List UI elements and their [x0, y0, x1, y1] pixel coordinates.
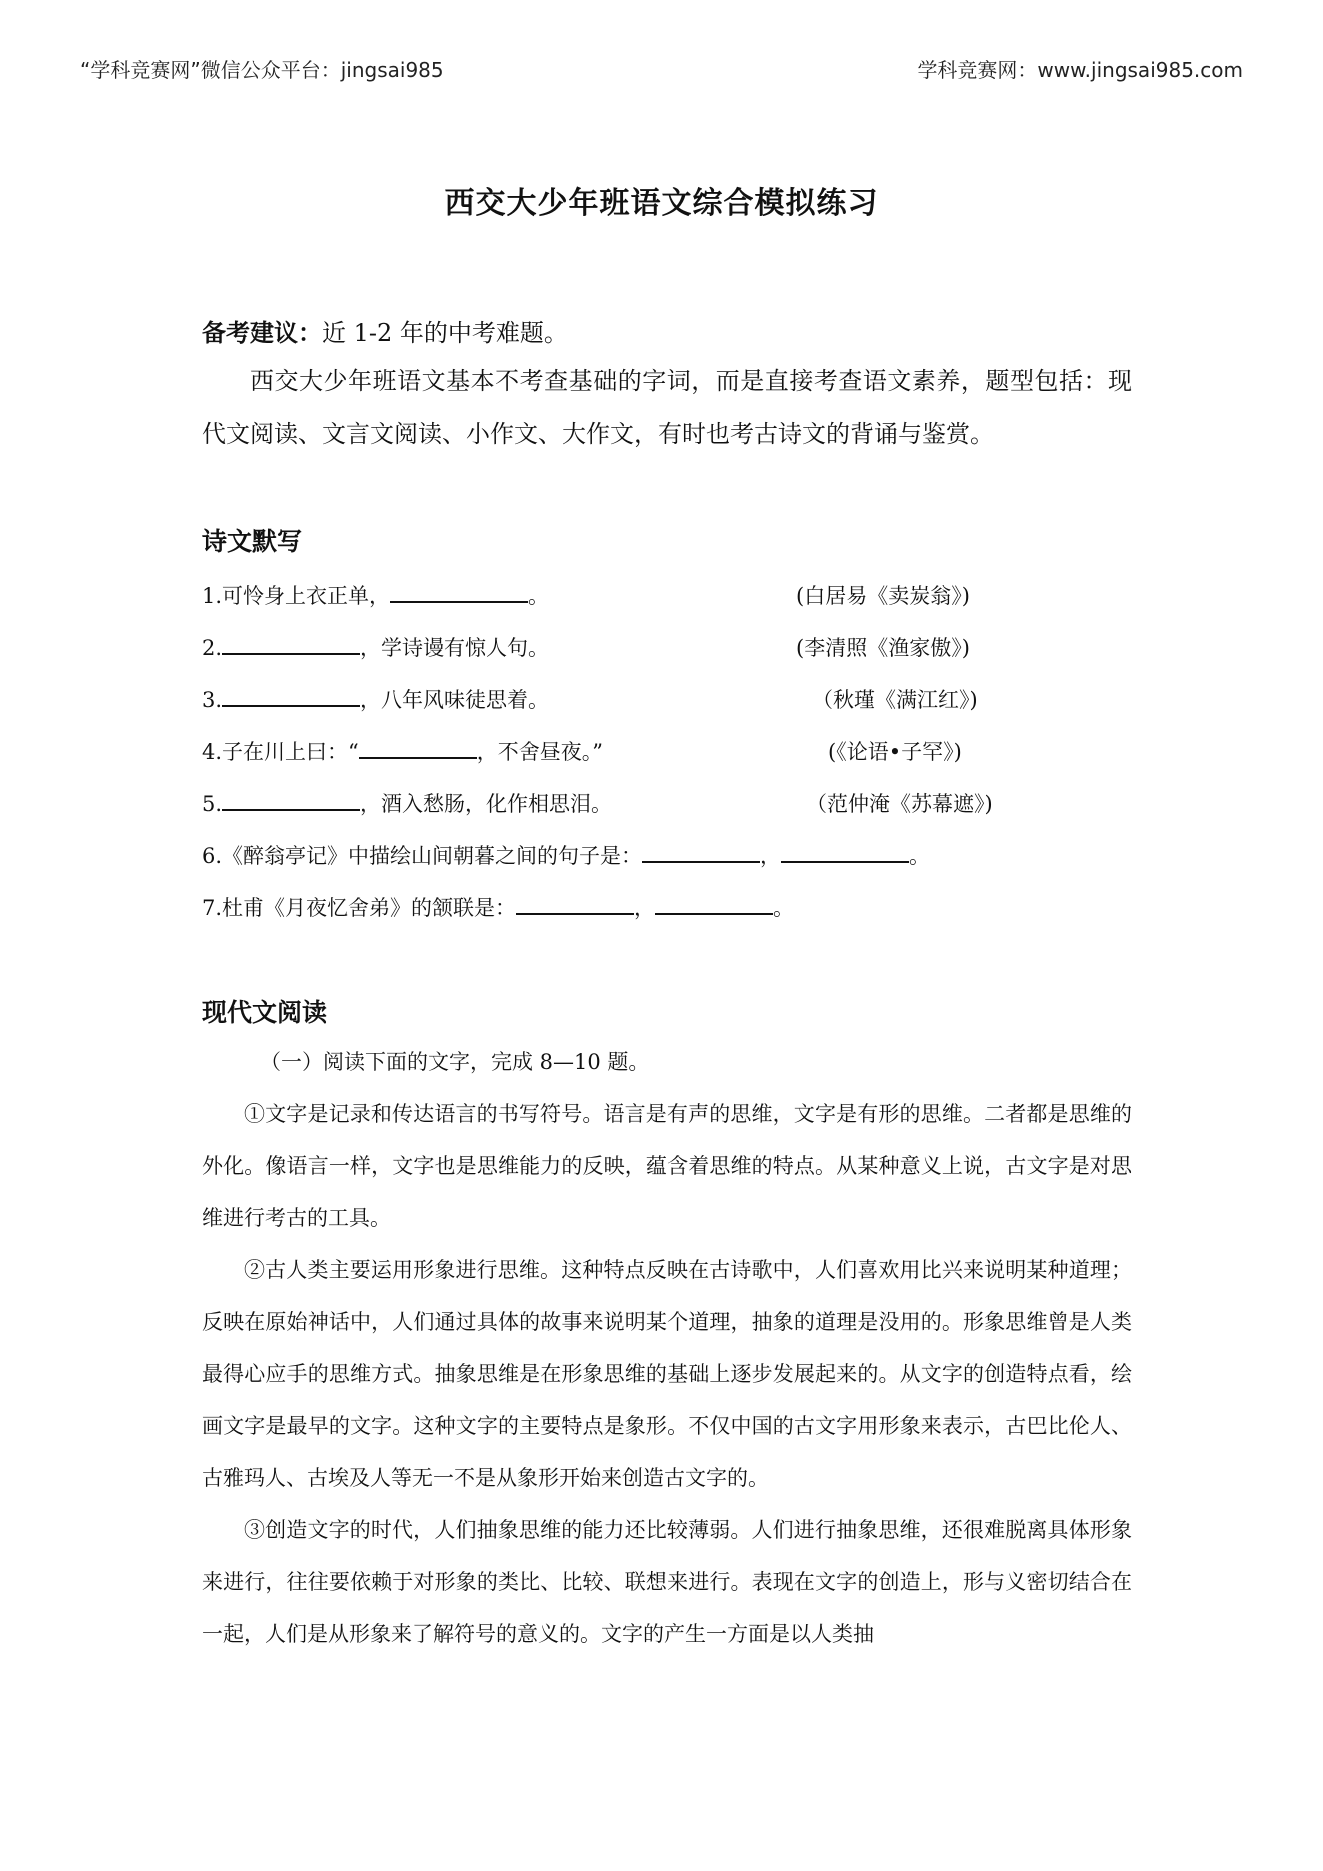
question-5	[202, 788, 612, 818]
advice-paragraph-block	[202, 355, 1132, 461]
question-1-source: (白居易《卖炭翁》)	[796, 584, 970, 608]
question-1-text: 1.可怜身上衣正单，	[202, 584, 391, 608]
question-4-end: ，不舍昼夜。”	[476, 740, 604, 764]
question-7-comma: ，	[634, 896, 656, 920]
question-2-text: ，学诗谩有惊人句。	[360, 636, 550, 660]
header-left: “学科竞赛网”微信公众平台：jingsai985	[80, 58, 444, 82]
question-5-source: （范仲淹《苏幕遮》)	[806, 792, 993, 816]
question-2-number: 2.	[202, 636, 223, 660]
reading-paragraph-1: ①文字是记录和传达语言的书写符号。语言是有声的思维，文字是有形的思维。二者都是思维的外化。像语言一样，文字也是思维能力的反映，蕴含着思维的特点。从某种意义上说，古文字是对思维进行考古的工具。	[202, 1102, 1132, 1230]
reading-paragraph-2: ②古人类主要运用形象进行思维。这种特点反映在古诗歌中，人们喜欢用比兴来说明某种道理；反映在原始神话中，人们通过具体的故事来说明某个道理，抽象的道理是没用的。形象思维曾是人类最得心应手的思维方式。抽象思维是在形象思维的基础上逐步发展起来的。从文字的创造特点看，绘画文字是最早的文字。这种文字的主要特点是象形。不仅中国的古文字用形象来表示，古巴比伦人、古雅玛人、古埃及人等无一不是从象形开始来创造古文字的。	[202, 1258, 1132, 1490]
answer-blank[interactable]	[390, 581, 528, 603]
question-6	[202, 840, 930, 870]
answer-blank[interactable]	[655, 893, 773, 915]
header-right: 学科竞赛网：www.jingsai985.com	[917, 58, 1243, 82]
question-5-text: ，酒入愁肠，化作相思泪。	[360, 792, 613, 816]
question-4-source: (《论语•子罕》)	[828, 740, 962, 764]
question-7-text: 7.杜甫《月夜忆舍弟》的颔联是：	[202, 896, 517, 920]
answer-blank[interactable]	[516, 893, 634, 915]
answer-blank[interactable]	[222, 685, 360, 707]
advice-text: 近 1-2 年的中考难题。	[322, 319, 568, 347]
advice-paragraph: 西交大少年班语文基本不考查基础的字词，而是直接考查语文素养，题型包括：现代文阅读、文言文阅读、小作文、大作文，有时也考古诗文的背诵与鉴赏。	[202, 367, 1132, 448]
advice-line	[202, 313, 1132, 348]
answer-blank[interactable]	[222, 789, 360, 811]
page-title: 西交大少年班语文综合模拟练习	[444, 186, 879, 221]
question-4	[202, 736, 603, 766]
reading-heading: 现代文阅读	[202, 998, 328, 1027]
answer-blank[interactable]	[781, 841, 909, 863]
advice-label: 备考建议：	[202, 318, 322, 347]
answer-blank[interactable]	[359, 737, 477, 759]
question-2-source: (李清照《渔家傲》)	[796, 636, 970, 660]
question-3	[202, 684, 549, 714]
question-7-end: 。	[773, 896, 795, 920]
question-6-comma: ，	[760, 844, 782, 868]
question-3-number: 3.	[202, 688, 223, 712]
reading-intro: （一）阅读下面的文字，完成 8—10 题。	[260, 1050, 650, 1074]
question-6-text: 6.《醉翁亭记》中描绘山间朝暮之间的句子是：	[202, 844, 643, 868]
poetry-heading: 诗文默写	[202, 527, 303, 556]
answer-blank[interactable]	[222, 633, 360, 655]
question-6-end: 。	[909, 844, 931, 868]
question-3-text: ，八年风味徒思着。	[360, 688, 550, 712]
answer-blank[interactable]	[642, 841, 760, 863]
question-3-source: （秋瑾《满江红》)	[812, 688, 978, 712]
question-1-end: 。	[528, 584, 550, 608]
question-4-text: 4.子在川上曰：“	[202, 740, 359, 764]
question-2	[202, 632, 549, 662]
reading-paragraph-3: ③创造文字的时代，人们抽象思维的能力还比较薄弱。人们进行抽象思维，还很难脱离具体形象来进行，往往要依赖于对形象的类比、比较、联想来进行。表现在文字的创造上，形与义密切结合在一起，人们是从形象来了解符号的意义的。文字的产生一方面是以人类抽	[202, 1518, 1132, 1646]
question-1	[202, 580, 549, 610]
question-5-number: 5.	[202, 792, 223, 816]
question-7	[202, 892, 794, 922]
reading-body	[202, 1036, 1132, 1660]
